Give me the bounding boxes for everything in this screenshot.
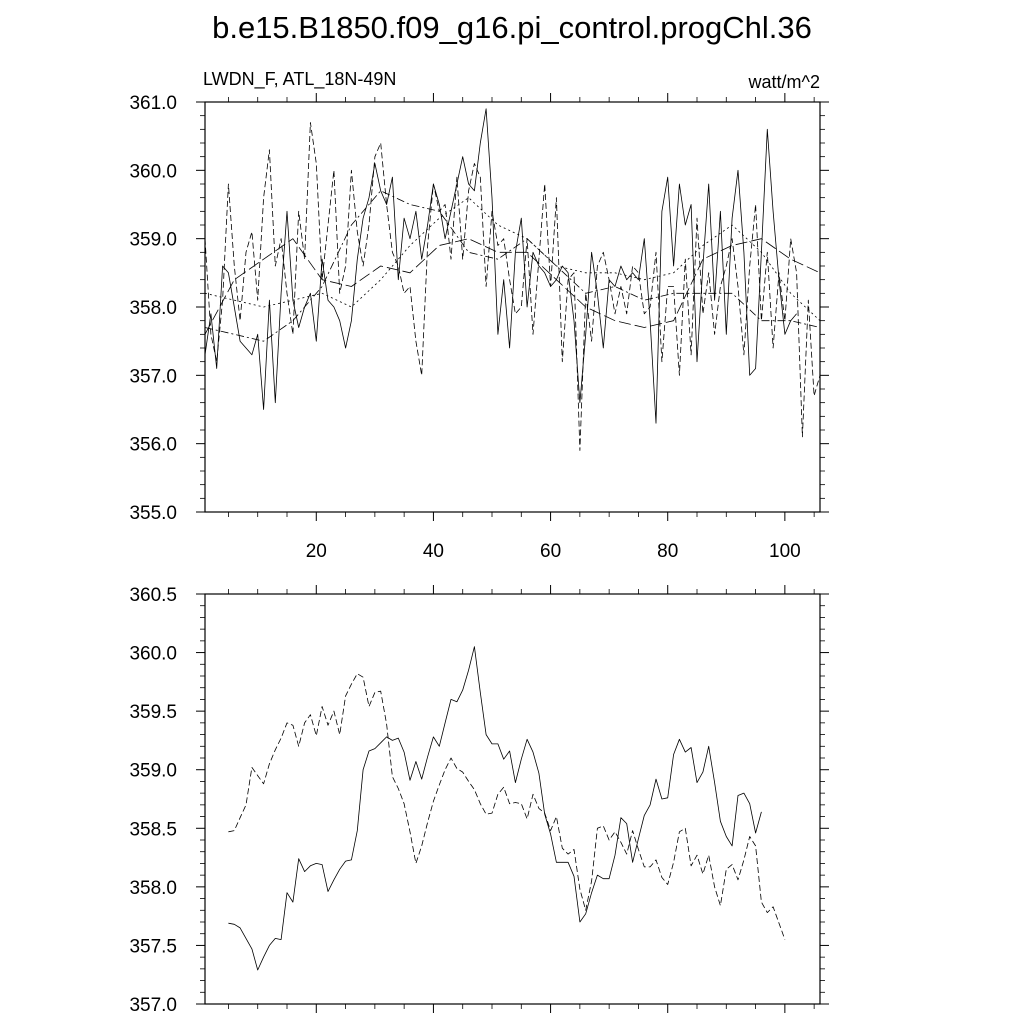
- top-series-line-dashed: [205, 123, 820, 451]
- top-panel-series: [205, 109, 820, 451]
- top-panel-left-label: LWDN_F, ATL_18N-49N: [203, 69, 397, 89]
- top-series-line-dash-dot: [205, 191, 820, 341]
- top-y-tick-label: 356.0: [129, 434, 177, 456]
- top-y-tick-label: 358.0: [129, 298, 177, 319]
- top-panel-ticks: [196, 93, 829, 521]
- top-y-tick-label: 360.0: [129, 161, 177, 183]
- top-panel-tick-labels: [129, 93, 800, 562]
- bottom-y-tick-label: 358.0: [129, 877, 177, 899]
- bottom-series-line-dashed: [228, 674, 785, 940]
- bottom-y-tick-label: 359.0: [129, 760, 177, 782]
- top-panel: [129, 69, 829, 562]
- bottom-y-tick-label: 359.5: [129, 702, 177, 724]
- bottom-panel-series: [228, 647, 785, 970]
- top-x-tick-label: 40: [422, 541, 444, 562]
- bottom-series-line-solid: [228, 647, 761, 970]
- bottom-y-tick-label: 357.5: [129, 936, 177, 958]
- bottom-y-tick-label: 358.5: [129, 819, 177, 841]
- top-series-line-solid: [205, 109, 797, 423]
- top-panel-right-label: watt/m^2: [748, 72, 820, 92]
- bottom-panel: [129, 585, 829, 1016]
- bottom-panel-ticks: [196, 585, 829, 1013]
- top-x-tick-label: 80: [657, 541, 679, 562]
- bottom-panel-frame: [205, 594, 820, 1004]
- top-y-tick-label: 355.0: [129, 503, 177, 524]
- bottom-y-tick-label: 360.0: [129, 643, 177, 665]
- bottom-y-tick-label: 357.0: [129, 995, 177, 1016]
- top-x-tick-label: 60: [540, 541, 562, 562]
- top-x-tick-label: 20: [305, 541, 327, 562]
- top-y-tick-label: 359.0: [129, 229, 177, 251]
- top-y-tick-label: 357.0: [129, 366, 177, 388]
- figure-title: b.e15.B1850.f09_g16.pi_control.progChl.36: [212, 10, 812, 45]
- bottom-y-tick-label: 360.5: [129, 585, 177, 606]
- bottom-panel-tick-labels: [129, 585, 177, 1016]
- top-x-tick-label: 100: [769, 541, 801, 562]
- top-y-tick-label: 361.0: [129, 93, 177, 114]
